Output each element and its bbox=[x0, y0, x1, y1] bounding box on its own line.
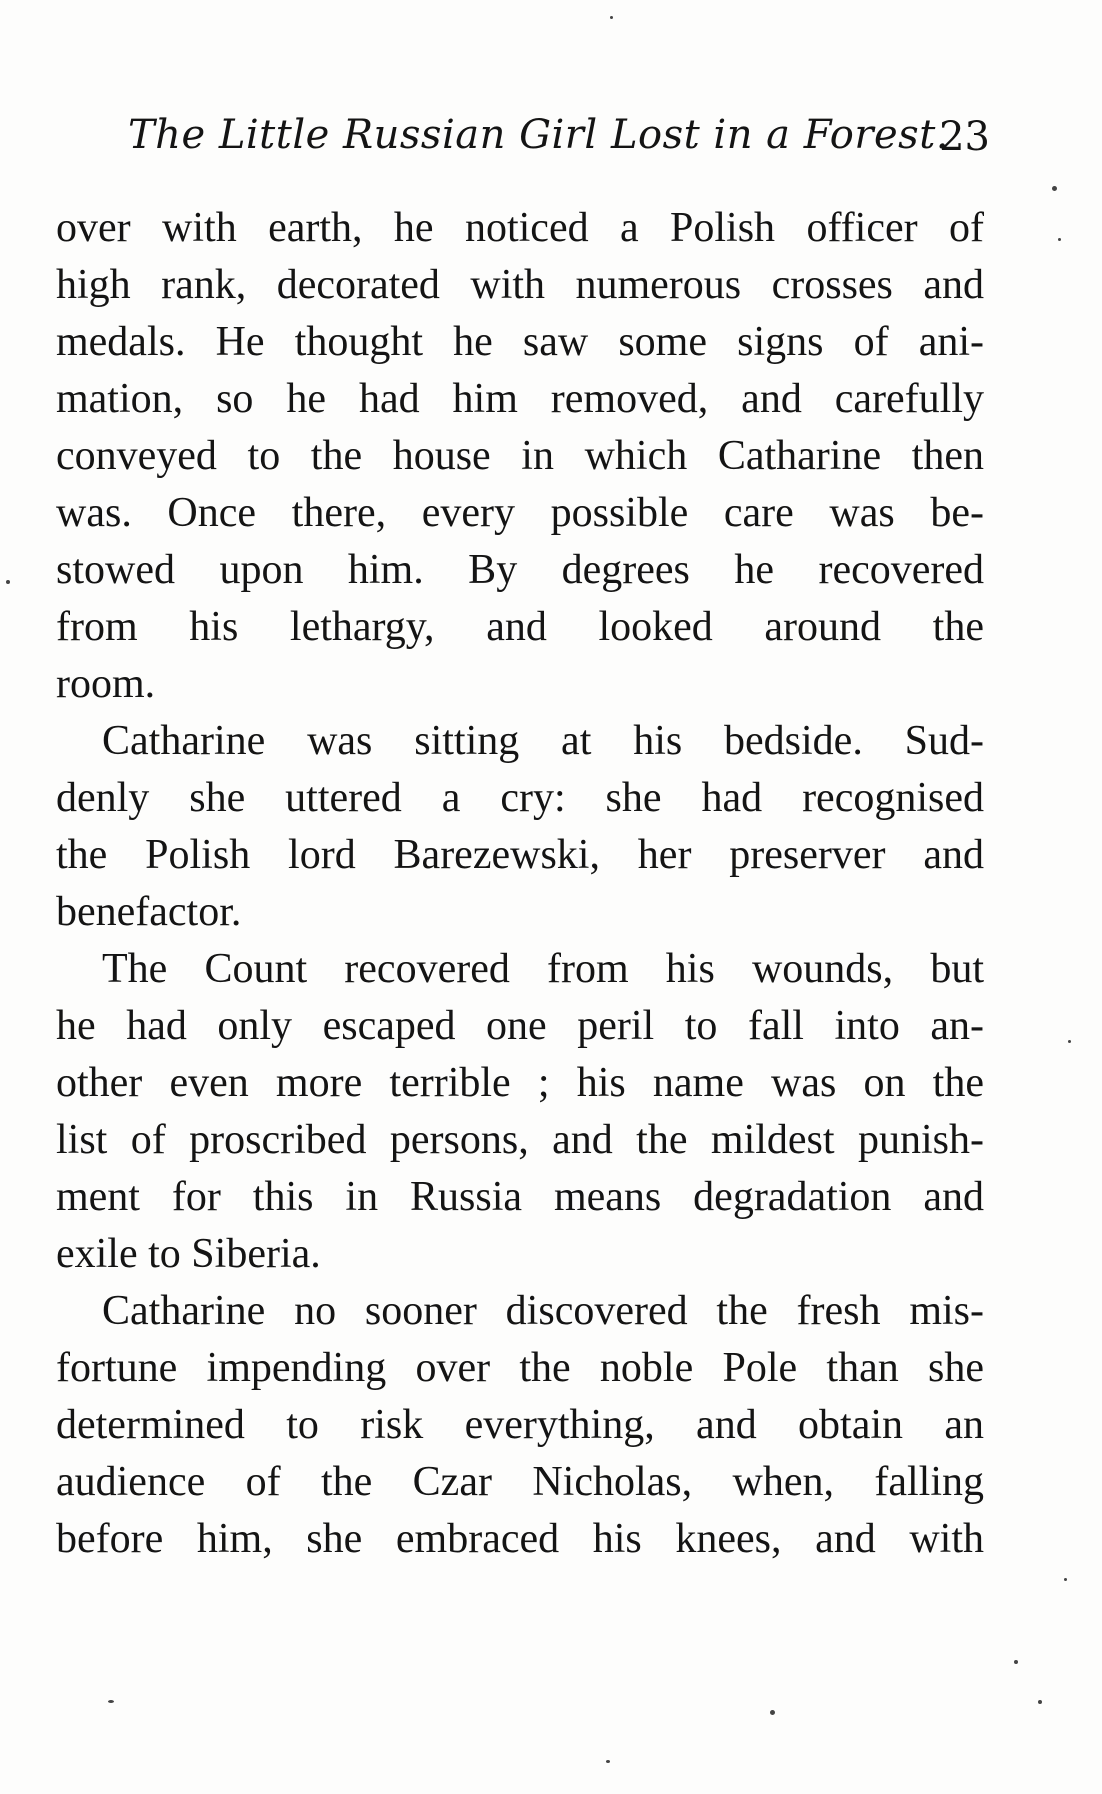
scan-speck bbox=[6, 580, 10, 584]
text-line: over with earth, he noticed a Polish officer of bbox=[56, 205, 984, 251]
text-line: list of proscribed persons, and the mildest punish- bbox=[56, 1117, 984, 1163]
text-line: denly she uttered a cry: she had recognised bbox=[56, 775, 984, 821]
text-line: other even more terrible ; his name was on the bbox=[56, 1060, 984, 1106]
scan-speck bbox=[1064, 1578, 1067, 1581]
scan-speck bbox=[610, 16, 613, 19]
text-line: determined to risk everything, and obtain an bbox=[56, 1402, 984, 1448]
running-title: The Little Russian Girl Lost in a Forest. bbox=[128, 112, 949, 158]
text-line: stowed upon him. By degrees he recovered bbox=[56, 547, 984, 593]
running-head bbox=[128, 112, 990, 168]
scan-speck bbox=[1052, 186, 1057, 191]
text-line: was. Once there, every possible care was be- bbox=[56, 490, 984, 536]
text-line: mation, so he had him removed, and carefully bbox=[56, 376, 984, 422]
scan-speck bbox=[1068, 1040, 1071, 1043]
text-line: ment for this in Russia means degradation and bbox=[56, 1174, 984, 1220]
scan-speck bbox=[606, 1760, 610, 1763]
page-number: 23 bbox=[939, 114, 990, 160]
scan-speck bbox=[1014, 1660, 1018, 1664]
scan-speck bbox=[770, 1710, 775, 1715]
text-line: The Count recovered from his wounds, but bbox=[102, 946, 984, 992]
text-line: audience of the Czar Nicholas, when, falling bbox=[56, 1459, 984, 1505]
text-line: before him, she embraced his knees, and with bbox=[56, 1516, 984, 1562]
scan-speck bbox=[108, 1700, 114, 1703]
body-text bbox=[56, 200, 984, 1568]
text-line: he had only escaped one peril to fall into an- bbox=[56, 1003, 984, 1049]
text-line: the Polish lord Barezewski, her preserver and bbox=[56, 832, 984, 878]
text-line: fortune impending over the noble Pole than she bbox=[56, 1345, 984, 1391]
scan-speck bbox=[1038, 1700, 1042, 1704]
scan-speck bbox=[1058, 238, 1061, 241]
text-line: from his lethargy, and looked around the bbox=[56, 604, 984, 650]
text-line: room. bbox=[56, 661, 156, 707]
text-line: exile to Siberia. bbox=[56, 1231, 321, 1277]
text-line: Catharine no sooner discovered the fresh mis- bbox=[102, 1288, 984, 1334]
text-line: high rank, decorated with numerous crosses and bbox=[56, 262, 984, 308]
text-line: conveyed to the house in which Catharine then bbox=[56, 433, 984, 479]
text-line: medals. He thought he saw some signs of ani- bbox=[56, 319, 984, 365]
text-line: benefactor. bbox=[56, 889, 242, 935]
text-line: Catharine was sitting at his bedside. Sud- bbox=[102, 718, 984, 764]
